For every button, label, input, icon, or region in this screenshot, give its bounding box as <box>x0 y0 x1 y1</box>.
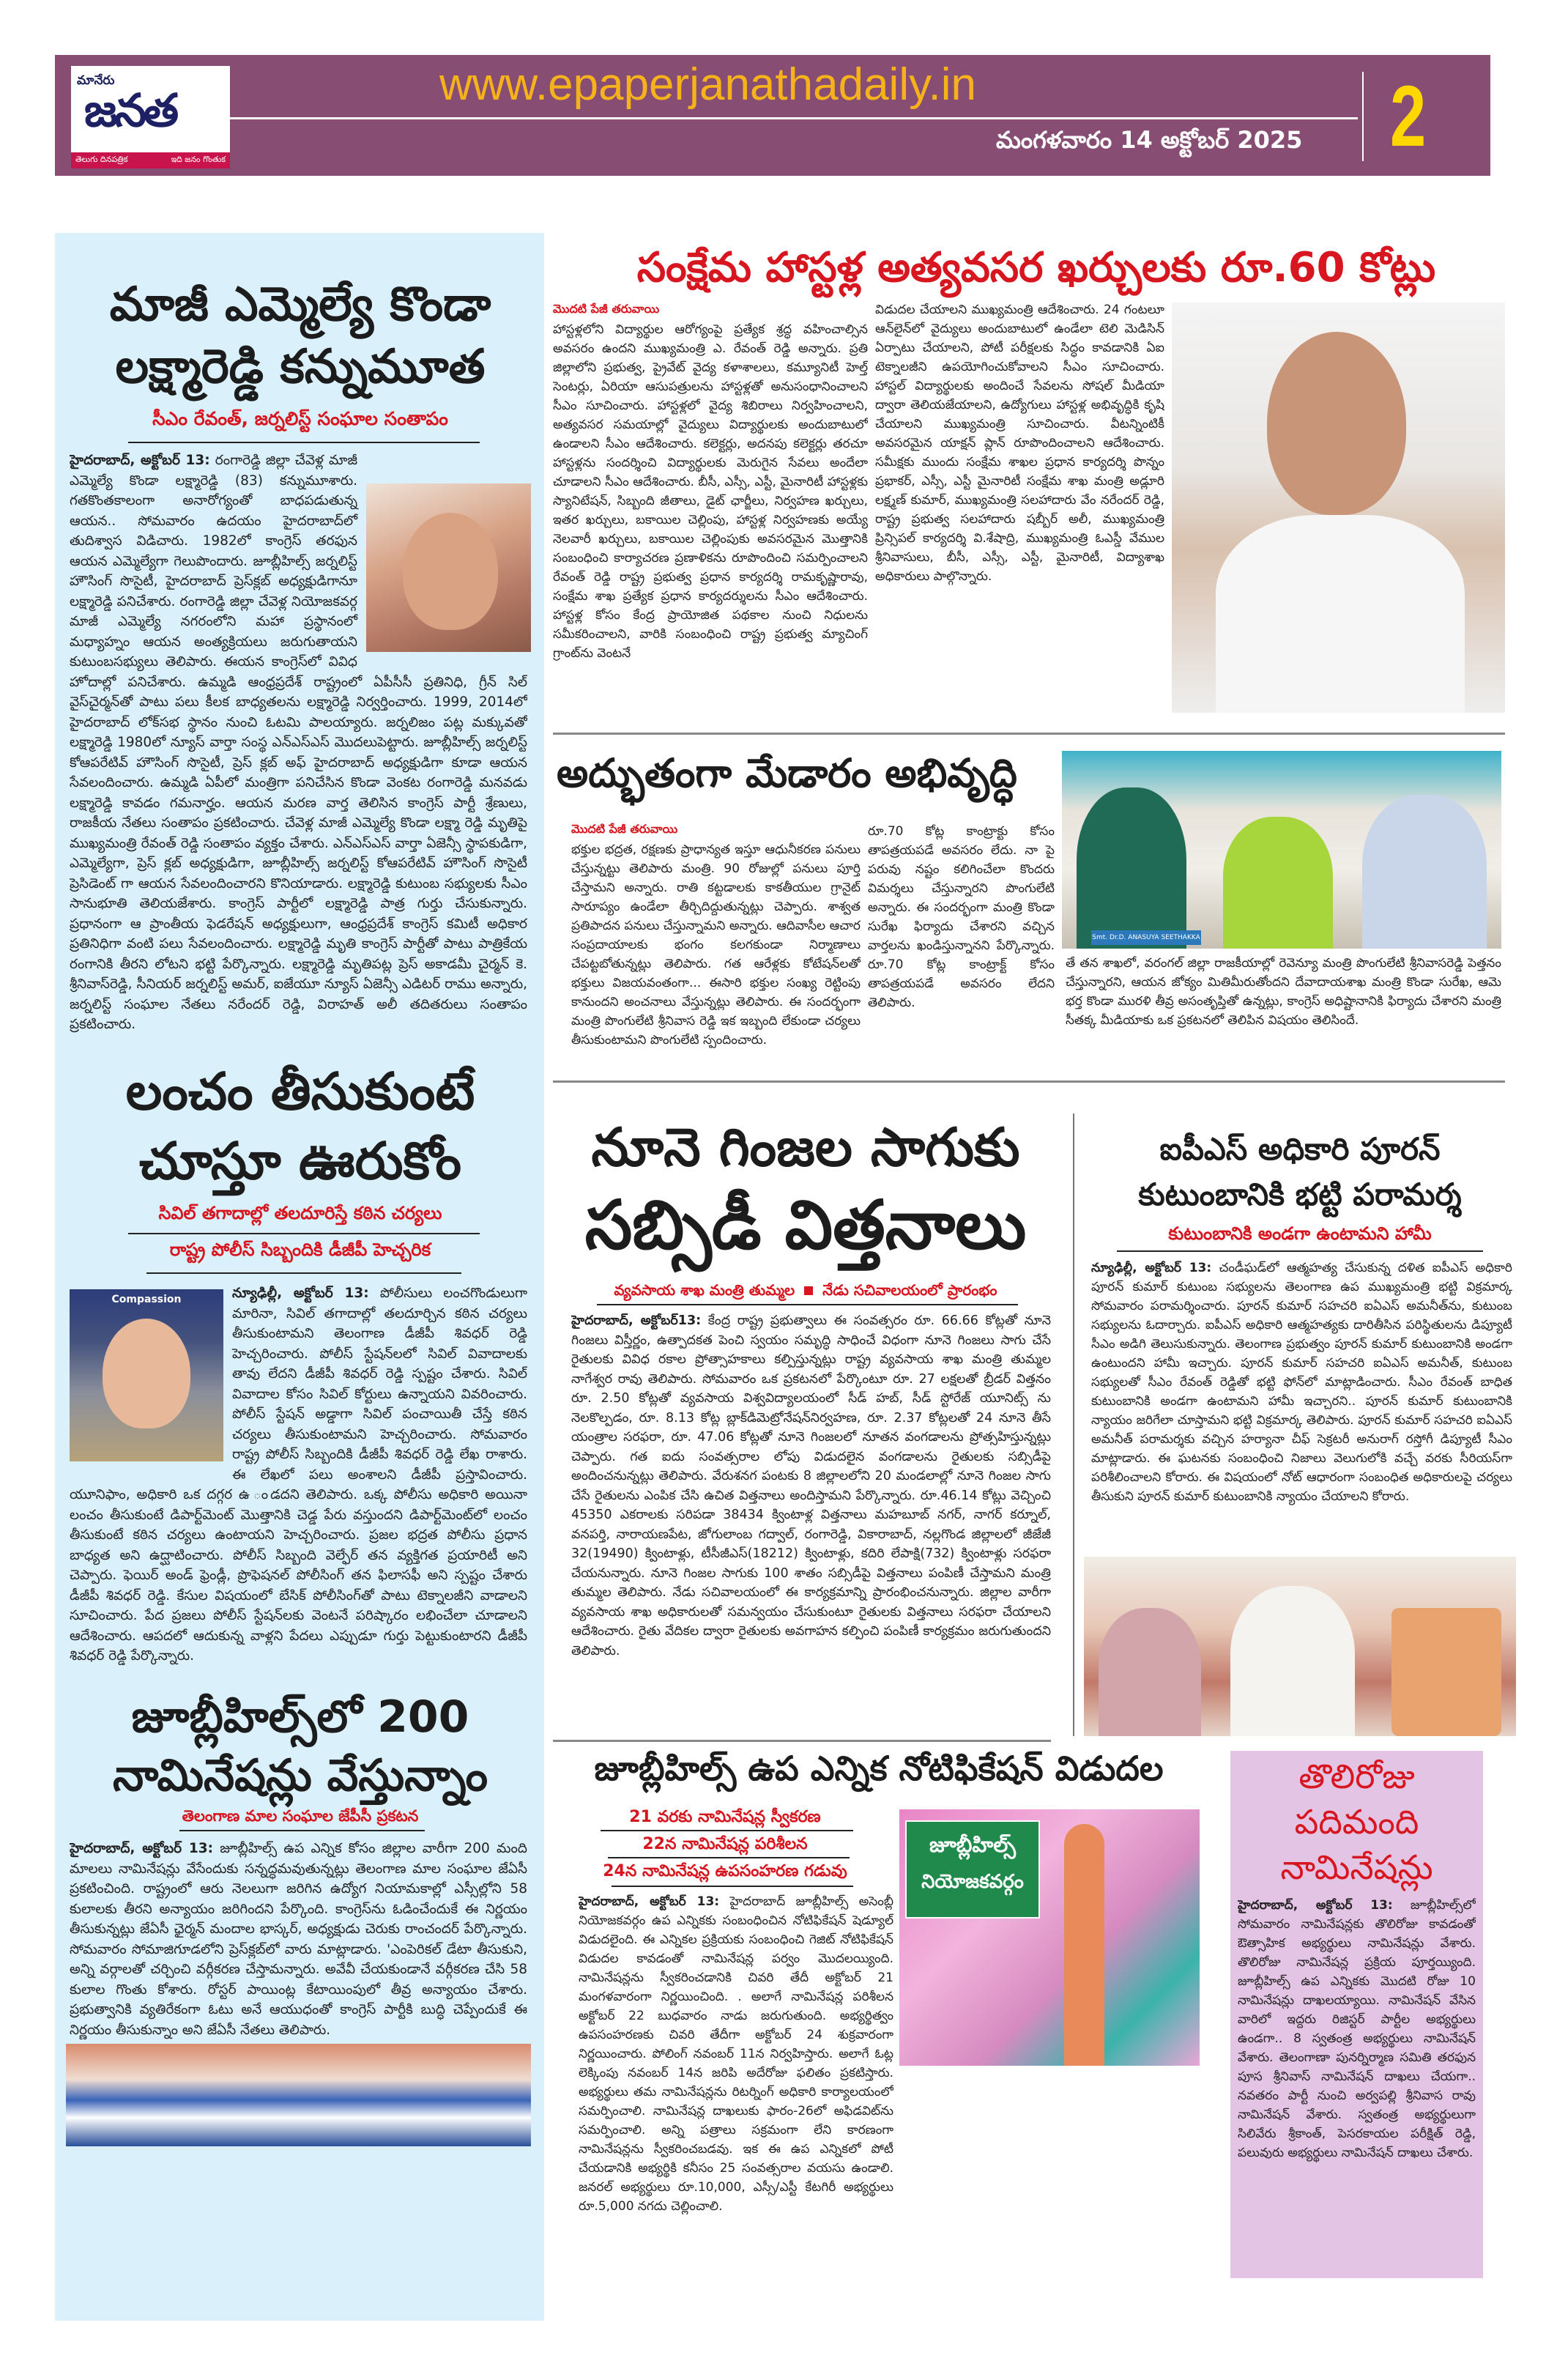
puran-body-text: చండీఘడ్‌లో ఆత్మహత్య చేసుకున్న దళిత ఐపీఎస్ అధికారి పూరన్ కుమార్ కుటుంబ సభ్యులను తెలంగాణ ఉప ముఖ్యమంత్రి భట్టి విక్రమార్క సోమవారం పరామర్శించారు. పూరన్ కుమార్ సహచరి ఐఏఎస్ అమనీత్‌ను, కుటుంబ సభ్యులను ఓదార్చారు. ఐపీఎస్ అధికారి ఆత్మహత్యకు దారితీసిన పరిస్థితులను డిప్యూటీ సీఎం అడిగి తెలుసుకున్నారు. తెలంగాణ ప్రభుత్వం పూరన్ కుమార్ కుటుంబానికి అండగా ఉంటుందని హామీ ఇచ్చారు. పూరన్ కుమార్ సహచరి ఐఏఎస్ అమనీత్, కుటుంబ సభ్యులతో సీఎం రేవంత్ రెడ్డితో భట్టి ఫోన్‌లో మాట్లాడించారు. సీఎం రేవంత్ బాధిత కుటుంబానికి అండగా ఉంటామని హామీ ఇచ్చారని.. పూరన్ కుమార్ కుటుంబానికి న్యాయం జరిగేలా చూస్తామని భట్టి విక్రమార్క తెలిపారు. పూరన్ కుమార్ సహచరి ఐఏఎస్ అమనీత్ పరామర్శకు వచ్చిన హర్యానా చీఫ్ సెక్రటరీ అనురాగ్ రస్తోగీ డిప్యూటీ సీఎం మాట్లాడారు. ఈ ఘటనకు సంబంధించి నిజాలు వెలుగులోకి వచ్చే వరకు సీరియస్‌గా పరిశీలించాలని కోరారు. ఈ విషయంలో నోట్ ఆధారంగా సంబంధిత అధికారులపై చర్యలు తీసుకుని పూరన్ కుమార్ కుటుంబానికి న్యాయం చేయాలని కోరారు. <box>1091 1261 1512 1504</box>
first-day-body <box>1238 1896 1476 2275</box>
medaram-body-col2: రూ.70 కోట్ల కాంట్రాక్టు కోసం తాపత్రయపడే అవసరం లేదు. నా పై పరువు నష్టం కలిగించేలా కొందరు విమర్శలు చేస్తున్నారని పొంగులేటి అన్నారు. ఈ సందర్భంగా మంత్రి కొండా సురేఖ ఫిర్యాదు చేశారని వచ్చిన వార్తలను ఖండిస్తున్నానని పేర్కొన్నారు. రూ.70 కోట్ల కాంట్రాక్ట్ కోసం తాపత్రయపడే అవసరం లేదని తెలిపారు. <box>868 824 1055 1010</box>
hostels-headline: సంక్షేమ హాస్టళ్ల అత్యవసర ఖర్చులకు రూ.60 కోట్లు <box>636 244 1436 292</box>
bullet-rule <box>608 1857 850 1858</box>
section-divider <box>553 1740 1051 1742</box>
mala-headline-1: జూబ్లీహిల్స్‌లో 200 <box>131 1691 469 1743</box>
photo-nameplate: Smt. Dr.D. ANASUYA SEETHAKKA <box>1091 930 1201 945</box>
mala-body-text: జూబ్లీహిల్స్ ఉప ఎన్నిక కోసం జిల్లాల వారీగా 200 మంది మాలలు నామినేషన్లు వేసేందుకు సన్నద్ధమవుతున్నట్లు తెలంగాణ మాల సంఘాల జేఏసీ ప్రకటించింది. రాష్ట్రంలో ఆరు నెలలుగా జరిగిన ఉద్యోగ నియామకాల్లో ఎస్సీల్లోని 58 కులాలకు తీరని అన్యాయం జరిగిందని పేర్కొంది. కాంగ్రెస్‌ను ఓడించేందుకే ఈ నిర్ణయం తీసుకున్నట్లు జేఏసీ ఛైర్మన్ మందాల భాస్కర్, అధ్యక్షుడు చెరుకు రాంచందర్ పేర్కొన్నారు. సోమవారం సోమాజిగూడలోని ప్రెస్‌క్లబ్‌లో వారు మాట్లాడారు. 'ఎంపెరికల్ డేటా తీసుకుని, అన్ని వర్గాలతో చర్చించి వర్గీకరణ చేస్తామన్నారు. అవేవీ చేయకుండానే వర్గీకరణ చేసి 58 కులాల గొంతు కోశారు. రోస్టర్ పాయింట్ల కేటాయింపులో తీవ్ర అన్యాయం చేశారు. ప్రభుత్వానికి వ్యతిరేకంగా ఓటు అనే ఆయుధంతో కాంగ్రెస్ పార్టీకి బుద్ధి చెప్పేందుకే ఈ నిర్ణయం తీసుకున్నాం అని జేఏసీ నేతలు తెలిపారు. <box>70 1841 527 2038</box>
logo-left-tag: తెలుగు దినపత్రిక <box>75 155 128 164</box>
oilseeds-body <box>571 1311 1051 1721</box>
logo-right-tag: ఇది జనం గొంతుక <box>171 155 226 164</box>
mala-headline-2: నామినేషన్లు వేస్తున్నాం <box>113 1750 488 1801</box>
first-day-body-text: జూబ్లీహిల్స్‌లో సోమవారం నామినేషన్లకు తొలిరోజు కావడంతో ఔత్సాహిక అభ్యర్థులు నామినేషన్లు వేశారు. తొలిరోజు నామినేషన్ల ప్రక్రియ పూర్తయ్యింది. జూబ్లీహిల్స్ ఉప ఎన్నికకు మొదటి రోజు 10 నామినేషన్లు దాఖలయ్యాయి. నామినేషన్ వేసిన వారిలో ఇద్దరు రిజిస్టర్ పార్టీల అభ్యర్థులు ఉండగా.. 8 స్వతంత్ర అభ్యర్థులు నామినేషన్ వేశారు. తెలంగాణా పునర్నిర్మాణ సమితి తరఫున పూస శ్రీనివాస్ నామినేషన్ దాఖలు చేయగా.. నవతరం పార్టీ నుంచి అర్వపల్లి శ్రీనివాస రావు నామినేషన్ వేశారు. స్వతంత్ర అభ్యర్థులుగా సిలివేరు శ్రీకాంత్, పెసరకాయల పరీక్షిత్ రెడ్డి, పలువురు అభ్యర్థులు నామినేషన్ దాఖలు చేశారు. <box>1238 1898 1476 2160</box>
konda-rule <box>128 442 480 443</box>
dgp-rule-1 <box>128 1233 480 1234</box>
medaram-body-col1: భక్తుల భద్రత, రక్షణకు ప్రాధాన్యత ఇస్తూ ఆధునీకరణ పనులు చేస్తున్నట్టు తెలిపారు మంత్రి. 90 రోజుల్లో పనులు పూర్తి చేస్తామని అన్నారు. రాతి కట్టడాలకు కాకతీయుల గ్రానైట్ సారూప్యం ఉండేలా తీర్చిదిద్దుతున్నట్లు చెప్పారు. శాశ్వత ప్రతిపాదన పనులు చేస్తున్నామని అన్నారు. ఆదివాసీల ఆచార సంప్రదాయాలకు భంగం కలగకుండా నిర్మాణాలు చేపట్టబోతున్నట్లు తెలిపారు. గత ఆరేళ్లకు కోటేషన్‌లతో భక్తులు విజయవంతంగా... ఈసారి భక్తుల సంఖ్య రెట్టింపు కానుందని అంచనాలు వేస్తున్నట్లు తెలిపారు. ఈ సందర్భంగా మంత్రి పొంగులేటి శ్రీనివాస రెడ్డి ఇక ఇబ్బంది లేకుండా చర్యలు తీసుకుంటామని పొంగులేటి స్పందించారు. <box>571 842 861 1048</box>
oilseeds-subhead-left: వ్యవసాయ శాఖ మంత్రి తుమ్మల <box>614 1281 795 1299</box>
section-divider <box>553 1080 1505 1083</box>
mala-group-photo <box>66 2044 531 2146</box>
person-right-shape <box>1362 795 1487 949</box>
logo-tagline-band <box>71 152 230 168</box>
dgp-headline-1: లంచం తీసుకుంటే <box>125 1061 475 1122</box>
mala-rule <box>179 1830 425 1831</box>
dgp-rule-2 <box>146 1272 461 1274</box>
inked-finger-shape <box>1064 1824 1104 2066</box>
dgp-subhead-1: సివిల్ తగాదాల్లో తలదూరిస్తే కఠిన చర్యలు <box>158 1203 442 1223</box>
notification-dateline: హైదరాబాద్, అక్టోబర్ 13: <box>579 1894 720 1909</box>
medaram-headline: అద్భుతంగా మేడారం అభివృద్ధి <box>557 750 1017 796</box>
section-divider <box>553 733 1505 735</box>
notification-body-text: హైదరాబాద్ జూబ్లీహిల్స్ అసెంబ్లీ నియోజకవర్గం ఉప ఎన్నికకు సంబంధించిన నోటిఫికేషన్ షెడ్యూల్ విడుదలైంది. ఈ ఎన్నికల ప్రక్రియకు సంబంధించి గెజిట్ నోటిఫికేషన్ విడుదల కావడంతో నామినేషన్ల పర్వం మొదలయ్యింది. నామినేషన్లను స్వీకరించడానికి చివరి తేదీ అక్టోబర్ 21 మంగళవారంగా నిర్ణయించింది. . అలాగే నామినేషన్ల పరిశీలన అక్టోబర్ 22 బుధవారం నాడు జరుగుతుంది. అభ్యర్థిత్వం ఉపసంహరణకు చివరి తేదీగా అక్టోబర్ 24 శుక్రవారంగా నిర్ణయించారు. పోలింగ్ నవంబర్ 11న నిర్వహిస్తారు. అలాగే ఓట్ల లెక్కింపు నవంబర్ 14న జరిపి అదేరోజు ఫలితం ప్రకటిస్తారు. అభ్యర్థులు తమ నామినేషన్లను రిటర్నింగ్ అధికారి కార్యాలయంలో సమర్పించాలి. నామినేషన్ల దాఖలుకు ఫారం-26లో అఫిడవిట్‌ను సమర్పించాలి. అన్ని పత్రాలు సక్రమంగా లేని కారణంగా నామినేషన్లను స్వీకరించబడవు. ఇక ఈ ఉప ఎన్నికలో పోటీ చేయడానికి అభ్యర్థికి కనీసం 25 సంవత్సరాల వయసు ఉండాలి. జనరల్ అభ్యర్థులు రూ.10,000, ఎస్సీ/ఎస్టీ కేటగిరీ అభ్యర్థులు రూ.5,000 నగదు చెల్లించాలి. <box>579 1894 893 2214</box>
oilseeds-headline-1: నూనె గింజల సాగుకు <box>591 1116 1020 1178</box>
puran-subhead: కుటుంబానికి అండగా ఉంటామని హామీ <box>1168 1223 1432 1244</box>
bullet-rule <box>612 1886 853 1887</box>
dgp-body <box>70 1283 527 1679</box>
konda-body-text: రంగారెడ్డి జిల్లా చేవెళ్ల మాజీ ఎమ్మెల్యే కొండా లక్ష్మారెడ్డి (83) కన్నుమూశారు. గతకొంతకాలంగా అనారోగ్యంతో బాధపడుతున్న ఆయన.. సోమవారం ఉదయం హైదరాబాద్‌లో తుదిశ్వాస విడిచారు. 1982లో కాంగ్రెస్ తరఫున ఆయన ఎమ్మెల్యేగా గెలుపొందారు. జూబ్లీహిల్స్ జర్నలిస్ట్ హౌసింగ్ సొసైటీ, హైదరాబాద్ ప్రెస్‌క్లబ్ అధ్యక్షుడిగానూ లక్ష్మారెడ్డి పనిచేశారు. రంగారెడ్డి జిల్లా చేవెళ్ల నియోజకవర్గ మాజీ ఎమ్మెల్యే నగరంలోని మహా ప్రస్థానంలో మధ్యాహ్నం ఆయన అంత్యక్రియలు జరుగుతాయని కుటుంబసభ్యులు తెలిపారు. ఈయన కాంగ్రెస్‌లో వివిధ హోదాల్లో పనిచేశారు. ఉమ్మడి ఆంధ్రప్రదేశ్ రాష్ట్రంలో ఏపీసీసీ ప్రతినిధి, గ్రీన్ సిల్ వైస్‌చైర్మన్‌తో పాటు పలు కీలక బాధ్యతలను లక్ష్మారెడ్డి నిర్వర్తించారు. 1999, 2014లో హైదరాబాద్ లోక్‌సభ స్థానం నుంచి ఓటమి పాలయ్యారు. జర్నలిజం పట్ల మక్కువతో లక్ష్మారెడ్డి 1980లో న్యూస్ వార్తా సంస్థ ఎన్ఎస్ఎస్ మొదలుపెట్టారు. జూబ్లీహిల్స్ జర్నలిస్ట్ కోఆపరేటివ్ హౌసింగ్ సొసైటీ, ప్రెస్ క్లబ్ అఫ్ హైదరాబాద్ అధ్యక్షుడిగా కూడా ఆయన సేవలందించారు. ఉమ్మడి ఏపీలో మంత్రిగా పనిచేసిన కొండా వెంకట రంగారెడ్డి మనవడు లక్ష్మారెడ్డి కావడం గమనార్హం. ఆయన మరణ వార్త తెలిసిన కాంగ్రెస్ పార్టీ శ్రేణులు, రాజకీయ నేతలు సంతాపం ప్రకటించారు. చేవెళ్ల మాజీ ఎమ్మెల్యే కొండా లక్ష్మా రెడ్డి మృతిపై ముఖ్యమంత్రి రేవంత్ రెడ్డి సంతాపం వ్యక్తం చేశారు. ఎన్ఎస్ఎస్ వార్తా ఏజెన్సీ స్థాపకుడిగా, ఎమ్మెల్యేగా, ప్రెస్ క్లబ్ అధ్యక్షుడిగా, జూబ్లీహిల్స్ జర్నలిస్ట్ కోఆపరేటివ్ హౌసింగ్ సొసైటీ ప్రెసిడెంట్ గా ఆయన సేవలందించారని కొనియాడారు. లక్ష్మారెడ్డి కుటుంబ సభ్యులకు సీఎం సానుభూతి తెలియజేశారు. కాంగ్రెస్ పార్టీలో లక్ష్మారెడ్డి పాత్ర గుర్తు చేసుకున్నారు. ప్రధానంగా ఆ ప్రాంతీయ ఫెడరేషన్ అధ్యక్షులుగా, ఆంధ్రప్రదేశ్ కాంగ్రెస్ కమిటీ అధికార ప్రతినిధిగా వంటి పలు సేవలందించారు. లక్ష్మారెడ్డి మృతి కాంగ్రెస్ పార్టీతో పాటు పాత్రికేయ రంగానికి తీరని లోటని భట్టి పేర్కొన్నారు. లక్ష్మారెడ్డి మృతిపట్ల ప్రెస్ అకాడమీ చైర్మన్ కె. శ్రీనివాస్‌రెడ్డి, సీనియర్ జర్నలిస్ట్ అమర్, ఐజేయూ న్యూస్ ఏజెన్సీ ఎడిటర్ రాము అన్నారు, జర్నలిస్ట్ సంఘాల నేతలు నరేందర్ రెడ్డి, విరాహత్ అలీ తదితరులు సంతాపం ప్రకటించారు. <box>70 453 527 1032</box>
notification-bullet-2: 22న నామినేషన్ల పరిశీలన <box>642 1835 808 1853</box>
portrait-face-shape <box>1267 332 1406 515</box>
portrait-shirt-shape <box>1216 515 1465 713</box>
mala-dateline: హైదరాబాద్, అక్టోబర్ 13: <box>70 1841 214 1856</box>
person-shape <box>1230 1586 1355 1736</box>
sign-line-1: జూబ్లీహిల్స్ <box>929 1833 1016 1857</box>
dgp-dateline: న్యూఢిల్లీ, అక్టోబర్ 13: <box>232 1286 369 1301</box>
page-number: 2 <box>1390 68 1427 165</box>
puran-photo <box>1084 1557 1516 1736</box>
puran-dateline: న్యూఢిల్లీ, అక్టోబర్ 13: <box>1091 1261 1212 1275</box>
first-day-headline-2: పదిమంది <box>1294 1802 1419 1842</box>
puran-headline-1: ఐపీఎస్ అధికారి పూరన్ <box>1159 1131 1441 1167</box>
konda-headline-1: మాజీ ఎమ్మెల్యే కొండా <box>109 278 491 332</box>
oilseeds-body-text: కేంద్ర రాష్ట్ర ప్రభుత్వాలు ఈ సంవత్సరం రూ. 66.66 కోట్లతో నూనె గింజలు విస్తీర్ణం, ఉత్పాదకత పెంచి స్వయం సమృద్ధి సాధించే విధంగా నూనె గింజలు సాగు చేసే రైతులకు వివిధ రకాల ప్రోత్సాహకాలు కల్పిస్తున్నట్లు రాష్ట్ర వ్యవసాయ శాఖ మంత్రి తుమ్మల నాగేశ్వర రావు తెలిపారు. సోమవారం ఒక ప్రకటనలో పేర్కొంటూ రూ. 27 లక్షలతో బ్రీడర్ విత్తనం రూ. 2.50 కోట్లతో వ్యవసాయ విశ్వవిద్యాలయంలో సీడ్ హబ్, సీడ్ స్టోరేజ్ యూనిట్స్ ను నెలకొల్పడం, రూ. 8.13 కోట్ల బ్లాక్‌డిమెట్రోనేషన్‌నిర్వహణ, రూ. 2.37 కోట్లలతో 24 నూనె తీసే యంత్రాల సరఫరా, రూ. 47.06 కోట్లతో నూనె గింజలలో నూతన వంగడాలను ప్రోత్సహిస్తున్నట్లు చెప్పారు. గత ఐదు సంవత్సరాల లోపు విడుదలైన వంగడాలను రైతులకు సబ్సిడీపై అందించనున్నట్లు తెలిపారు. వేరుశనగ పంటకు 8 జిల్లాలలోని 20 మండలాల్లో నూనె గింజల సాగు చేసే రైతులను ఎంపిక చేసి ఉచిత విత్తనాలు అందిస్తామని పేర్కొన్నారు. రూ.46.14 కోట్లు వెచ్చించి 45350 ఎకరాలకు సరిపడా 38434 క్వింటాళ్ల విత్తనాలు మహబూబ్ నగర్, నాగర్ కర్నూల్, వనపర్తి, నారాయణపేట, జోగులాంబ గద్వాల్, రంగారెడ్డి, వికారాబాద్, నల్లగొండ జిల్లాలలో జీజేజీ 32(19490) క్వింటాళ్లు, టీసీజీఎస్(18212) క్వింటాళ్లు, కదిరి లేపాక్షి(732) క్వింటాళ్లు సరఫరా చేయనున్నారు. నూనె గింజల సాగుకు 100 శాతం సబ్సిడీపై విత్తనాలు పంపిణీ చేస్తామని మంత్రి తుమ్మల తెలిపారు. నేడు సచివాలయంలో ఈ కార్యక్రమాన్ని ప్రారంభించనున్నారు. జిల్లాల వారీగా వ్యవసాయ శాఖ అధికారులతో సమన్వయం చేసుకుంటూ రైతులకు విత్తనాలు సరఫరా చేయాలని ఆదేశించారు. రైతు వేదికల ద్వారా రైతులకు అవగాహన కల్పించి పంపిణీ కార్యక్రమం జరుగుతుందని తెలిపారు. <box>571 1313 1051 1658</box>
oilseeds-rule <box>597 1304 1018 1305</box>
logo-small-text: మానేరు <box>77 73 115 88</box>
notification-bullet-1: 21 వరకు నామినేషన్ల స్వీకరణ <box>629 1808 821 1826</box>
oilseeds-subhead-right: నేడు సచివాలయంలో ప్రారంభం <box>822 1281 997 1299</box>
notification-headline: జూబ్లీహిల్స్ ఉప ఎన్నిక నోటిఫికేషన్ విడుదల <box>594 1749 1164 1788</box>
website-url[interactable]: www.epaperjanathadaily.in <box>439 59 976 110</box>
sign-line-2: నియోజకవర్గం <box>921 1871 1024 1893</box>
puran-rule <box>1117 1250 1483 1252</box>
konda-dateline: హైదరాబాద్, అక్టోబర్ 13: <box>70 453 210 468</box>
masthead-vertical-divider <box>1362 72 1364 161</box>
notification-body <box>579 1892 893 2361</box>
constituency-sign <box>905 1820 1040 1919</box>
dgp-subhead-2: రాష్ట్ర పోలీస్ సిబ్బందికి డీజీపీ హెచ్చరిక <box>169 1239 431 1260</box>
puran-body <box>1091 1258 1512 1544</box>
column-divider <box>1073 1113 1074 1736</box>
hostels-kicker: మొదటి పేజీ తరువాయి <box>553 302 660 316</box>
hostels-body-col2: విడుదల చేయాలని ముఖ్యమంత్రి ఆదేశించారు. 24 గంటలూ ఆన్‌లైన్‌లో వైద్యులు అందుబాటులో ఉండేలా టెలి మెడిసిన్ ఏర్పాటు చేయాలని, పోటీ పరీక్షలకు సిద్ధం కావడానికి ఏఐ టెక్నాలజీని ఉపయోగించుకోవాలని సీఎం సూచించారు. హాస్టల్ విద్యార్థులకు అందించే సేవలను సోషల్ మీడియా ద్వారా తెలియజేయాలని, ఉద్యోగులు హాస్టళ్ల అభివృద్ధికి కృషి చేయాలని ముఖ్యమంత్రి సూచించారు. వీటన్నింటికీ అవసరమైన యాక్షన్ ప్లాన్ రూపొందించాలని ఆదేశించారు. సమీక్షకు ముందు సంక్షేమ శాఖల ప్రధాన కార్యదర్శి పొన్నం ప్రభాకర్, ఎస్సీ, ఎస్టీ మైనారిటీ సంక్షేమ శాఖ మంత్రి అడ్లూరి లక్ష్మణ్ కుమార్, ముఖ్యమంత్రి సలహాదారు వేం నరేందర్ రెడ్డి, రాష్ట్ర ప్రభుత్వ సలహాదారు షబ్బీర్ అలీ, ముఖ్యమంత్రి ప్రిన్సిపల్ కార్యదర్శి వి.శేషాద్రి, ముఖ్యమంత్రి ఓఎస్డీ వేముల శ్రీనివాసులు, బీసీ, ఎస్సీ, ఎస్టీ, మైనారిటీ, విద్యాశాఖ అధికారులు పాల్గొన్నారు. <box>875 303 1164 584</box>
notification-photo <box>899 1809 1200 2066</box>
bullet-rule <box>601 1830 853 1831</box>
logo-main-text: జనత <box>84 84 176 137</box>
oilseeds-dateline: హైదరాబాద్, అక్టోబర్13: <box>571 1313 702 1328</box>
dgp-headline-2: చూస్తూ ఊరుకోం <box>138 1131 462 1191</box>
medaram-body-col3: తే తన శాఖలో, వరంగల్ జిల్లా రాజకీయాల్లో రెవెన్యూ మంత్రి పొంగులేటి శ్రీనివాసరెడ్డి పెత్తనం చేస్తున్నారని, ఆయన జోక్యం మితిమీరుతోందని దేవాదాయశాఖ మంత్రి కొండా సురేఖ, ఆమె భర్త కొండా మురళి తీవ్ర అసంతృప్తితో ఉన్నట్లు, కాంగ్రెస్ అధిష్టానానికి ఫిర్యాదు చేశారని మంత్రి సీతక్క మీడియాకు ఒక ప్రకటనలో తెలిపిన విషయం తెలిసిందే. <box>1066 956 1501 1028</box>
person-left-shape <box>1077 787 1186 949</box>
person-center-shape <box>1223 817 1333 949</box>
person-shape <box>1099 1608 1201 1736</box>
konda-subhead: సీఎం రేవంత్, జర్నలిస్ట్ సంఘాల సంతాపం <box>152 408 448 429</box>
notification-bullet-3: 24న నామినేషన్ల ఉపసంహరణ గడువు <box>603 1862 847 1880</box>
issue-date: మంగళవారం 14 అక్టోబర్ 2025 <box>996 126 1303 154</box>
hostels-body-col1: హాస్టళ్లలోని విద్యార్థుల ఆరోగ్యంపై ప్రత్యేక శ్రద్ధ వహించాల్సిన అవసరం ఉందని ముఖ్యమంత్రి ఎ. రేవంత్ రెడ్డి అన్నారు. ప్రతి జిల్లాలోని ప్రభుత్వ, ప్రైవేట్ వైద్య కళాశాలలు, కమ్యూనిటీ హెల్త్ సెంటర్లు, ఏరియా ఆసుపత్రులను హాస్టళ్లతో అనుసంధానించాలని సీఎం సూచించారు. హాస్టళ్లలో వైద్య శిబిరాలు నిర్వహించాలని, అత్యవసర సమయాల్లో వైద్యులు విద్యార్థులకు అందుబాటులో ఉండాలని సీఎం ఆదేశించారు. కలెక్టర్లు, అదనపు కలెక్టర్లు తరచూ హాస్టళ్లను సందర్శించి విద్యార్థులకు మెరుగైన సేవలు అందేలా చూడాలని సీఎం ఆదేశించారు. బీసీ, ఎస్సీ, ఎస్టీ, మైనారిటీ హాస్టళ్లకు స్యానిటేషన్, సిబ్బంది జీతాలు, డైట్ ఛార్జీలు, నిర్వహణ ఖర్చులు, ఇతర ఖర్చులు, బకాయిల చెల్లింపు, హాస్టళ్ల నిర్వహణకు అయ్యే నెలవారీ ఖర్చులు, బకాయిల చెల్లింపుకు అవసరమైన మొత్తానికి సంబంధించి కార్యాచరణ ప్రణాళికను రూపొందించి సమర్పించాలని రేవంత్ రెడ్డి రాష్ట్ర ప్రభుత్వ ప్రధాన కార్యదర్శి రామకృష్ణారావు, సంక్షేమ శాఖ ప్రత్యేక ప్రధాన కార్యదర్శులను సీఎం ఆదేశించారు. హాస్టళ్ల కోసం కేంద్ర ప్రాయోజిత పథకాల నుంచి నిధులను సమీకరించాలని, వారికి సంబంధించి రాష్ట్ర ప్రభుత్వ మ్యాచింగ్ గ్రాంట్‌ను వెంటనే <box>553 322 868 661</box>
konda-body <box>70 451 527 1044</box>
hostels-photo-cm <box>1172 303 1505 713</box>
oilseeds-subhead <box>557 1280 1055 1300</box>
dgp-photo-banner-text: Compassion <box>111 1294 182 1305</box>
konda-headline-2: లక్ష్మారెడ్డి కన్నుమూత <box>115 340 486 394</box>
portrait-frame-shape <box>1391 1608 1501 1736</box>
puran-headline-2: కుటుంబానికి భట్టి పరామర్శ <box>1138 1176 1462 1212</box>
medaram-kicker: మొదటి పేజీ తరువాయి <box>571 822 678 836</box>
dgp-body-text: పోలీసులు లంచగొండులుగా మారినా, సివిల్ తగాదాల్లో తలదూర్చిన కఠిన చర్యలు తీసుకుంటామని తెలంగాణ డీజీపీ శివధర్ రెడ్డి హెచ్చరించారు. పోలీస్ స్టేషన్‌లలో సివిల్ వివాదాలకు తావు లేదని డీజీపీ శివధర్ రెడ్డి స్పష్టం చేశారు. సివిల్ వివాదాల కోసం సివిల్ కోర్టులు ఉన్నాయని వివరించారు. పోలీస్ స్టేషన్ అడ్డాగా సివిల్ పంచాయితీ చేస్తే కఠిన చర్యలు తీసుకుంటామని హెచ్చరించారు. సోమవారం రాష్ట్ర పోలీస్ సిబ్బందికి డీజీపీ శివధర్ రెడ్డి లేఖ రాశారు. ఈ లేఖలో పలు అంశాలని డీజీపీ ప్రస్తావించారు. యూనిఫాం, అధికారి ఒక దగ్గర ఉ ండదని తెలిపారు. ఒక్క పోలీసు అధికారి అయినా లంచం తీసుకుంటే డిపార్ట్‌మెంట్ మొత్తానికి చెడ్డ పేరు వస్తుందని డిపార్ట్‌మెంట్‌లో లంచం తీసుకుంటే కఠిన చర్యలు ఉంటాయని హెచ్చరించారు. ప్రజల భద్రత పోలీసు ప్రధాన బాధ్యత అని ఉద్ఘాటించారు. పోలీస్ సిబ్బంది వెల్ఫేర్ తన వ్యక్తిగత ప్రయారిటీ అని చెప్పారు. ఫెయిర్ అండ్ ఫ్రెండ్లీ, ప్రొఫెషనల్ పోలీసింగ్ తన ఫిలాసఫీ అని స్పష్టం చేశారు డీజీపీ శివధర్ రెడ్డి. కేసుల విషయంలో బేసిక్ పోలీసింగ్‌తో పాటు టెక్నాలజీని వాడాలని సూచించారు. పేద ప్రజలు పోలీస్ స్టేషన్‌లకు వెంటనే పరిష్కారం లభించేలా చూడాలని ఆదేశించారు. ఆపదలో ఆదుకున్న వాళ్లని పేదలు ఎప్పుడూ గుర్తు పెట్టుకుంటారని డీజీపీ శివధర్ రెడ్డి పేర్కొన్నారు. <box>70 1286 527 1664</box>
mala-body <box>70 1839 527 2040</box>
oilseeds-headline-2: సబ్సిడీ విత్తనాలు <box>584 1186 1027 1264</box>
medaram-photo <box>1062 751 1501 949</box>
bullet-square-icon <box>804 1286 813 1295</box>
first-day-headline-3: నామినేషన్లు <box>1280 1847 1433 1887</box>
first-day-headline-1: తొలిరోజు <box>1298 1757 1415 1796</box>
first-day-dateline: హైదరాబాద్, అక్టోబర్ 13: <box>1238 1898 1393 1913</box>
masthead-divider <box>180 117 1358 119</box>
mala-subhead: తెలంగాణ మాల సంఘాల జేపీసీ ప్రకటన <box>182 1807 419 1825</box>
